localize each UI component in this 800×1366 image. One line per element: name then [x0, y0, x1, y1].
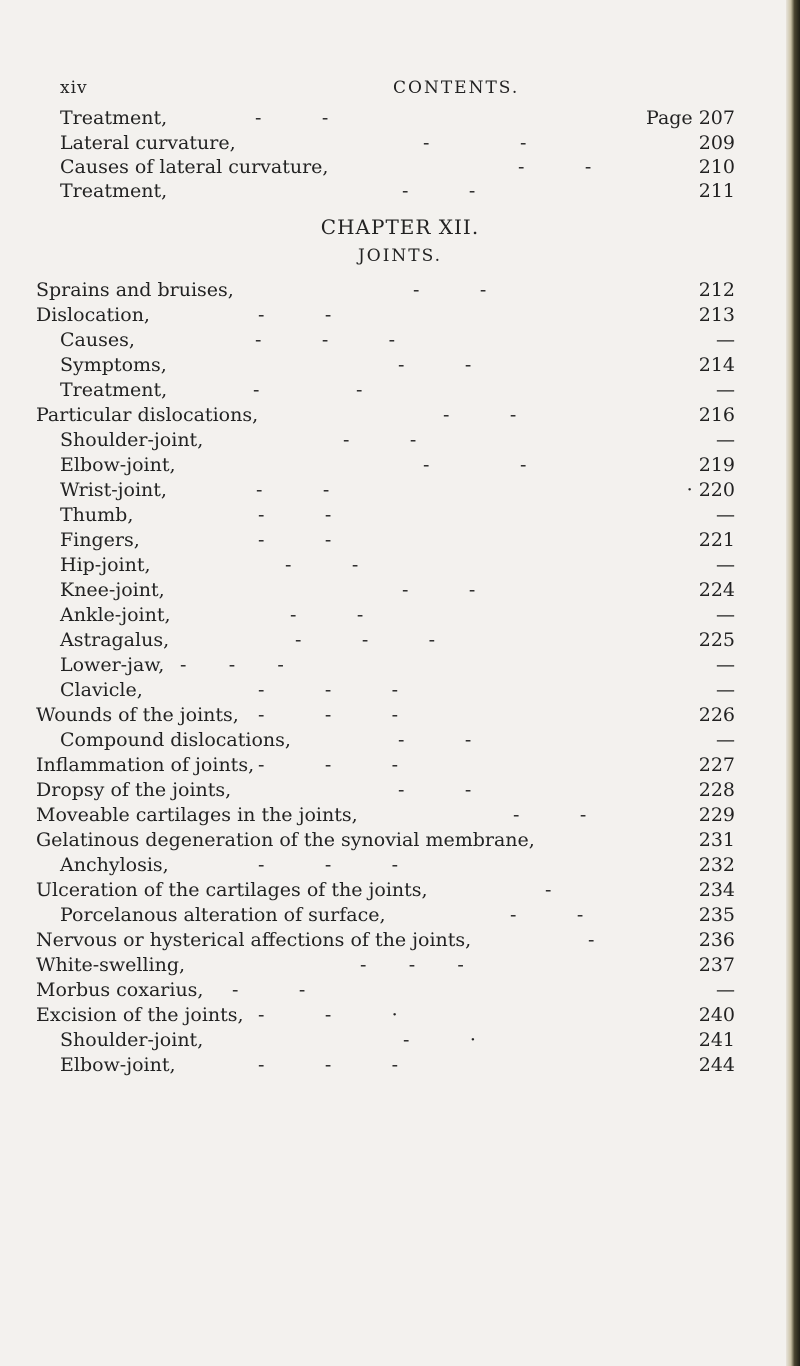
toc-entry-page: 236 — [698, 929, 735, 951]
toc-entry-title: Lateral curvature, — [60, 132, 236, 154]
toc-entry-title: Sprains and bruises, — [36, 279, 234, 301]
toc-entry-title: Shoulder-joint, — [60, 429, 204, 451]
toc-entry — [0, 603, 800, 627]
toc-entry-page: 237 — [698, 954, 735, 976]
toc-entry-page: 221 — [698, 529, 735, 551]
toc-entry-leader: - - — [290, 604, 364, 626]
toc-entry — [0, 628, 800, 652]
toc-entry — [0, 179, 800, 203]
toc-entry-title: Thumb, — [60, 504, 134, 526]
toc-entry-leader: - - · — [258, 1004, 398, 1026]
toc-entry-page: 226 — [698, 704, 735, 726]
toc-entry-leader: - - - — [258, 754, 399, 776]
toc-entry-page: 235 — [698, 904, 735, 926]
toc-entry-page: — — [716, 979, 735, 1001]
toc-entry — [0, 403, 800, 427]
toc-entry-page: — — [716, 729, 735, 751]
toc-entry-leader: - - — [253, 379, 363, 401]
toc-entry — [0, 131, 800, 155]
toc-entry — [0, 1053, 800, 1077]
toc-entry-leader: - — [545, 879, 552, 901]
toc-entry-leader: - - - — [258, 1054, 399, 1076]
toc-entry-title: Dropsy of the joints, — [36, 779, 232, 801]
toc-entry-page: — — [716, 379, 735, 401]
toc-entry-leader: - - - — [255, 329, 396, 351]
toc-entry-leader: - - — [423, 132, 527, 154]
toc-entry-title: Wrist-joint, — [60, 479, 167, 501]
chapter-heading: CHAPTER XII. — [320, 215, 480, 239]
toc-entry-leader: - — [588, 929, 595, 951]
toc-entry — [0, 953, 800, 977]
toc-entry-title: Compound dislocations, — [60, 729, 291, 751]
toc-entry-leader: - - — [423, 454, 527, 476]
running-title: CONTENTS. — [393, 78, 520, 98]
toc-entry-title: Treatment, — [60, 180, 168, 202]
toc-entry — [0, 478, 800, 502]
toc-entry — [0, 303, 800, 327]
page-number: xiv — [60, 78, 88, 98]
toc-entry-leader: - - — [413, 279, 487, 301]
toc-entry — [0, 903, 800, 927]
toc-entry-leader: - - - — [258, 704, 399, 726]
toc-entry-page: 224 — [698, 579, 735, 601]
toc-entry-leader: - - - — [295, 629, 436, 651]
toc-entry-page: 229 — [698, 804, 735, 826]
toc-entry — [0, 978, 800, 1002]
toc-entry-page: 216 — [698, 404, 735, 426]
toc-entry-page: Page 207 — [646, 107, 735, 129]
toc-entry-page: 231 — [698, 829, 735, 851]
toc-entry-page: 240 — [698, 1004, 735, 1026]
toc-entry-page: 225 — [698, 629, 735, 651]
toc-entry-page: 234 — [698, 879, 735, 901]
toc-entry — [0, 503, 800, 527]
toc-entry — [0, 278, 800, 302]
toc-entry-leader: - - — [402, 180, 476, 202]
toc-entry — [0, 155, 800, 179]
toc-entry-title: Particular dislocations, — [36, 404, 259, 426]
toc-entry-title: Hip-joint, — [60, 554, 151, 576]
toc-entry-page: — — [716, 654, 735, 676]
toc-entry — [0, 928, 800, 952]
toc-entry-page: 209 — [698, 132, 735, 154]
toc-entry-title: Dislocation, — [36, 304, 150, 326]
toc-entry-leader: - - — [258, 504, 332, 526]
toc-entry-page: 211 — [698, 180, 735, 202]
toc-entry-leader: - - - — [180, 654, 284, 676]
toc-entry — [0, 878, 800, 902]
toc-entry — [0, 778, 800, 802]
toc-entry-title: Causes, — [60, 329, 135, 351]
toc-entry — [0, 528, 800, 552]
toc-entry-page: 214 — [698, 354, 735, 376]
toc-entry-page: — — [716, 554, 735, 576]
toc-entry — [0, 728, 800, 752]
toc-entry — [0, 378, 800, 402]
toc-entry-title: Moveable cartilages in the joints, — [36, 804, 358, 826]
toc-entry — [0, 1028, 800, 1052]
toc-entry-leader: - - — [510, 904, 584, 926]
toc-entry-title: Anchylosis, — [60, 854, 169, 876]
toc-entry-leader: - - — [513, 804, 587, 826]
toc-entry-page: 213 — [698, 304, 735, 326]
toc-entry-title: Lower-jaw, — [60, 654, 165, 676]
toc-entry — [0, 353, 800, 377]
toc-entry — [0, 753, 800, 777]
toc-entry-leader: - - - — [360, 954, 464, 976]
toc-entry-title: Treatment, — [60, 379, 168, 401]
toc-entry-leader: - - — [256, 479, 330, 501]
toc-entry-title: Symptoms, — [60, 354, 167, 376]
toc-entry — [0, 328, 800, 352]
toc-entry-title: Fingers, — [60, 529, 140, 551]
toc-entry-leader: - - - — [258, 854, 399, 876]
toc-entry-page: 219 — [698, 454, 735, 476]
toc-entry — [0, 106, 800, 130]
toc-entry-leader: - - — [518, 156, 592, 178]
toc-entry-page: 227 — [698, 754, 735, 776]
toc-entry-leader: - - — [258, 529, 332, 551]
toc-entry-page: — — [716, 604, 735, 626]
toc-entry-leader: - - — [402, 579, 476, 601]
toc-entry — [0, 578, 800, 602]
toc-entry-leader: - - — [255, 107, 329, 129]
toc-entry-page: 232 — [698, 854, 735, 876]
toc-entry-page: — — [716, 429, 735, 451]
toc-entry — [0, 453, 800, 477]
toc-entry-title: Elbow-joint, — [60, 1054, 176, 1076]
toc-entry — [0, 828, 800, 852]
toc-entry-title: White-swelling, — [36, 954, 186, 976]
toc-entry-title: Gelatinous degeneration of the synovial membrane, — [36, 829, 535, 851]
toc-entry-leader: - - — [258, 304, 332, 326]
toc-entry — [0, 853, 800, 877]
toc-entry — [0, 678, 800, 702]
toc-entry-page: 210 — [698, 156, 735, 178]
toc-entry-title: Causes of lateral curvature, — [60, 156, 329, 178]
toc-entry-leader: - - - — [258, 679, 399, 701]
toc-entry-title: Nervous or hysterical affections of the joints, — [36, 929, 472, 951]
toc-entry-page: — — [716, 679, 735, 701]
toc-entry-title: Excision of the joints, — [36, 1004, 244, 1026]
toc-entry — [0, 1003, 800, 1027]
toc-entry-page: 212 — [698, 279, 735, 301]
toc-entry-page: · 220 — [686, 479, 735, 501]
toc-entry-title: Astragalus, — [60, 629, 170, 651]
toc-entry — [0, 703, 800, 727]
toc-entry-title: Porcelanous alteration of surface, — [60, 904, 386, 926]
toc-entry-page: 228 — [698, 779, 735, 801]
toc-entry-leader: - - — [443, 404, 517, 426]
toc-entry-leader: - - — [398, 354, 472, 376]
toc-entry-title: Inflammation of joints, — [36, 754, 255, 776]
chapter-subheading: JOINTS. — [357, 246, 443, 266]
toc-entry-title: Treatment, — [60, 107, 168, 129]
toc-entry-leader: - · — [403, 1029, 476, 1051]
toc-entry-leader: - - — [343, 429, 417, 451]
toc-entry — [0, 653, 800, 677]
toc-entry-leader: - - — [285, 554, 359, 576]
toc-entry-page: 241 — [698, 1029, 735, 1051]
toc-entry — [0, 803, 800, 827]
toc-entry-title: Elbow-joint, — [60, 454, 176, 476]
toc-entry-leader: - - — [398, 779, 472, 801]
toc-entry-page: — — [716, 329, 735, 351]
toc-entry-title: Wounds of the joints, — [36, 704, 239, 726]
toc-entry-page: 244 — [698, 1054, 735, 1076]
toc-entry — [0, 428, 800, 452]
toc-entry-leader: - - — [232, 979, 306, 1001]
toc-entry-title: Ulceration of the cartilages of the joints, — [36, 879, 428, 901]
toc-entry-title: Clavicle, — [60, 679, 143, 701]
toc-entry-title: Ankle-joint, — [60, 604, 171, 626]
toc-entry — [0, 553, 800, 577]
toc-entry-leader: - - — [398, 729, 472, 751]
toc-entry-title: Knee-joint, — [60, 579, 165, 601]
toc-entry-title: Shoulder-joint, — [60, 1029, 204, 1051]
toc-entry-title: Morbus coxarius, — [36, 979, 204, 1001]
toc-entry-page: — — [716, 504, 735, 526]
